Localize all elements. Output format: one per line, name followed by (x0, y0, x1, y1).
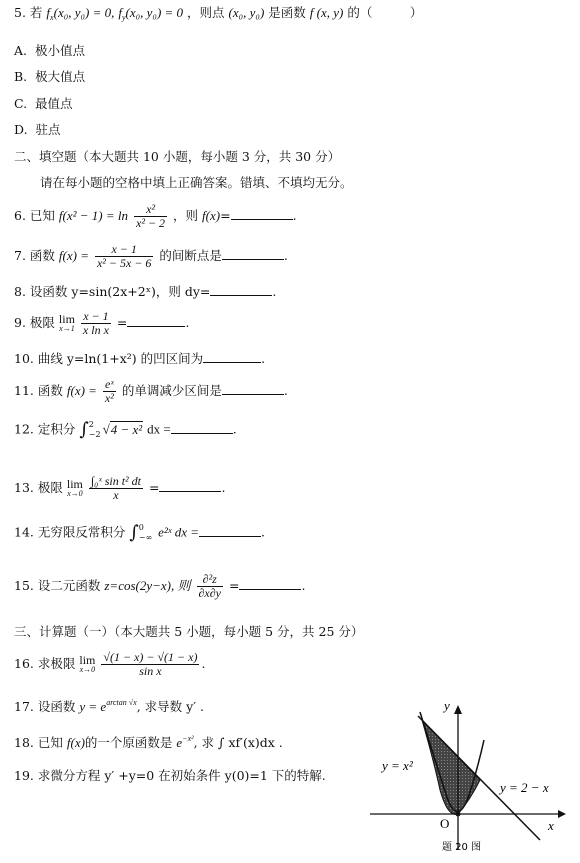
y-axis-arrow (454, 705, 462, 714)
q15-fraction: $\frac{\text{∂²z}}{\partial x\partial y}$ (198, 572, 222, 600)
x-axis-label: x (548, 818, 554, 833)
question-15: 15. 设二元函数 z=cos(2y−x), 则 $\frac{\text{∂²z}}{\partial x\partial y}$ = . (14, 572, 306, 600)
figure-caption: 题 20 图 (442, 842, 482, 853)
q13-limit: lim x→0 (66, 476, 83, 498)
line-label: y = 2 − x (500, 780, 549, 795)
q5-function: f (x, y) (309, 5, 344, 20)
question-5 (14, 5, 422, 26)
parabola-label: y = x² (382, 758, 413, 773)
q5-end: 的（ ） (347, 5, 423, 20)
q9-fraction: $\frac{x - 1}{\text{x ln x}}$ (82, 309, 109, 337)
q9-answer-blank (127, 315, 185, 327)
q15-answer-blank (239, 578, 301, 590)
y-axis-label: y (444, 700, 450, 713)
q10-answer-blank (203, 351, 261, 363)
section-3-title: 三、计算题（一）（本大题共 5 小题，每小题 5 分，共 25 分） (14, 624, 364, 639)
question-11: 11. 函数 f(x) = $\frac{\text{eˣ}}{\text{x²}}$ 的单调减少区间是 . (14, 377, 288, 405)
q13-fraction: $\frac{\text{∫₀ˣ sin t² dt}}{x}$ (90, 474, 141, 502)
question-7: 7. 函数 f(x) = $\frac{x - 1}{\text{x² − 5x − 6}}$ 的间断点是 . (14, 242, 288, 270)
question-14: 14. 无穷限反常积分 ∫ 0 −∞ e²ˣ dx = . (14, 522, 265, 543)
q6-lhs: f(x² − 1) = ln (58, 208, 129, 223)
q5-pre: 若 (29, 5, 43, 20)
q14-answer-blank (199, 525, 261, 537)
x-axis-arrow (558, 810, 566, 818)
option-d: D. 驻点 (14, 122, 61, 137)
figure-20 (360, 700, 570, 859)
option-b: B. 极大值点 (14, 69, 86, 84)
q12-sqrt: √4 − x² (102, 421, 143, 437)
shaded-region (422, 720, 480, 815)
question-6: 6. 已知 f(x² − 1) = ln $\frac{\text{x²}}{\text{x² − 2}}$ ，则 f(x)= . (14, 202, 297, 230)
q7-answer-blank (222, 248, 284, 260)
q16-fraction: $\frac{√(1 - x) - √(1 - x)}{\text{sin x}}$ (103, 650, 198, 678)
question-8: 8. 设函数 y=sin(2x+2ˣ)，则 dy= . (14, 284, 277, 299)
q11-answer-blank (222, 383, 284, 395)
origin-label: O (440, 816, 450, 831)
question-12: 12. 定积分 ∫ 2 −2 √4 − x² dx = . (14, 419, 237, 440)
q7-fraction: $\frac{x - 1}{\text{x² − 5x − 6}}$ (96, 242, 152, 270)
q14-limits: 0 −∞ (138, 523, 153, 542)
question-18: 18. 已知 f(x)的一个原函数是 $e^{-x^2}$, 求 ∫ xf′(x)dx . (14, 734, 283, 750)
option-c: C. 最值点 (14, 96, 73, 111)
section-2-instructions: 请在每小题的空格中填上正确答案。错填、不填均无分。 (40, 175, 353, 190)
section-2-title: 二、填空题（本大题共 10 小题，每小题 3 分，共 30 分） (14, 149, 341, 164)
question-10: 10. 曲线 y=ln(1+x²) 的凹区间为 . (14, 351, 266, 366)
q12-limits: 2 −2 (88, 420, 101, 439)
line-curve (418, 716, 540, 840)
integral-sign: ∫ (129, 522, 139, 543)
question-16: 16. 求极限 lim x→0 $\frac{√(1 - x) - √(1 - x)}{\text{sin x}}$ . (14, 650, 206, 678)
q5-cond1: $f_x(x_0$, y₀) = 0, (46, 5, 115, 22)
q12-answer-blank (171, 422, 233, 434)
question-9: 9. 极限 lim x→1 $\frac{x - 1}{\text{x ln x}}$ = . (14, 309, 190, 337)
q5-cond2: $f_y(x_0$, y₀) = 0 (118, 5, 184, 22)
question-17: 17. 设函数 $y = e^{arctan √x}$, 求导数 y′ . (14, 698, 204, 714)
q16-limit: lim x→0 (79, 652, 96, 674)
question-13: 13. 极限 lim x→0 $\frac{\text{∫₀ˣ sin t² dt}}{x}$ = . (14, 474, 226, 502)
q6-answer-blank (231, 208, 293, 220)
q6-fraction: $\frac{\text{x²}}{\text{x² − 2}}$ (136, 202, 166, 230)
q13-answer-blank (159, 480, 221, 492)
origin-dot (456, 812, 461, 817)
option-a: A. 极小值点 (14, 43, 85, 58)
integral-sign: ∫ (79, 419, 89, 440)
question-19: 19. 求微分方程 y′ +y=0 在初始条件 y(0)=1 下的特解. (14, 768, 326, 783)
q8-answer-blank (210, 284, 272, 296)
figure-20-graph (360, 700, 570, 859)
q9-limit: lim x→1 (58, 311, 75, 333)
q11-fraction: $\frac{\text{eˣ}}{\text{x²}}$ (104, 377, 114, 405)
q5-point: (x₀, y₀) (228, 5, 265, 20)
q5-number: 5. (14, 5, 26, 20)
q5-post: 是函数 (268, 5, 306, 20)
q5-mid: ，则点 (187, 5, 225, 20)
